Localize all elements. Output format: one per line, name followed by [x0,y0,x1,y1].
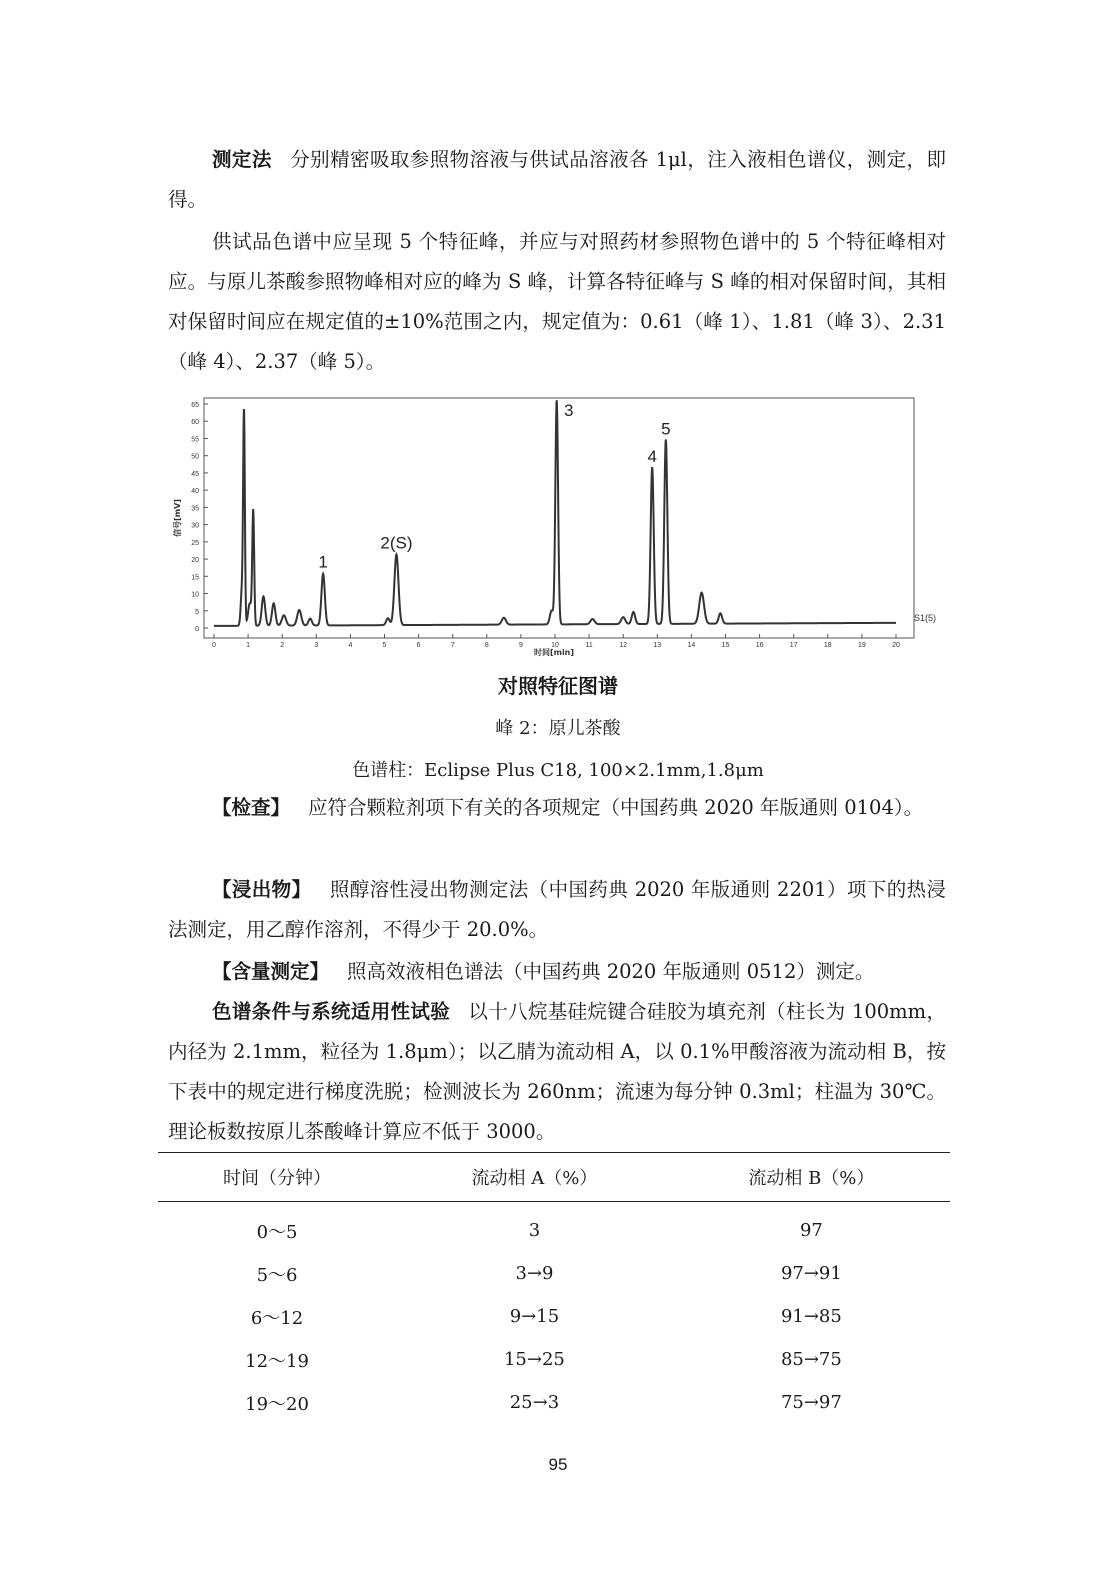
table-row [158,1202,950,1253]
y-tick-label: 0 [195,626,199,633]
cell-time: 0～5 [256,1221,298,1243]
cell-phase-a: 3→9 [515,1263,554,1284]
x-tick-label: 17 [789,642,798,649]
header-phase-b: 流动相 B（%） [673,1153,950,1202]
y-tick-label: 55 [191,436,199,444]
x-tick-label: 15 [721,642,730,649]
cell-phase-b: 85→75 [780,1349,842,1370]
x-tick-label: 11 [585,642,593,649]
table-row [158,1381,950,1424]
y-tick-label: 10 [191,591,199,599]
peak-label: 1 [318,552,328,572]
y-tick-label: 65 [191,402,199,409]
y-tick-label: 45 [191,470,199,478]
cell-phase-b: 91→85 [780,1306,842,1327]
figure-title: 对照特征图谱 [498,674,618,698]
method-paragraph [168,140,946,220]
x-tick-label: 14 [687,642,696,649]
extract-text: 照醇溶性浸出物测定法（中国药典 2020 年版通则 2201）项下的热浸法测定，用乙醇作溶剂，不得少于 20.0%。 [168,878,946,941]
x-tick-label: 7 [450,642,455,649]
x-tick-label: 13 [653,642,662,649]
cell-phase-a: 3 [528,1220,541,1241]
method-text: 分别精密吸取参照物溶液与供试品溶液各 1μl，注入液相色谱仪，测定，即得。 [168,148,946,211]
assay-heading: 【含量测定】 [212,960,330,983]
x-tick-label: 19 [858,642,866,649]
y-tick-label: 30 [191,522,199,530]
y-tick-label: 50 [191,453,199,461]
x-tick-label: 20 [892,642,900,649]
cell-phase-b: 97 [799,1220,823,1241]
x-tick-label: 4 [348,642,353,649]
y-tick-label: 35 [191,505,199,513]
peak-label: 3 [563,401,574,420]
chromatogram-trace [214,400,896,626]
table-row [158,1252,950,1295]
cell-phase-b: 75→97 [780,1392,842,1413]
x-tick-label: 2 [280,642,285,649]
chromatogram-figure [174,392,950,660]
y-tick-label: 15 [191,574,199,582]
extract-heading: 【浸出物】 [212,878,312,901]
cell-phase-b: 97→91 [780,1263,842,1284]
cell-time: 12～19 [245,1350,309,1372]
x-tick-label: 16 [755,642,764,649]
chromatogram-chart [174,392,950,660]
x-tick-label: 8 [484,642,489,649]
method-heading: 测定法 [212,148,272,171]
cell-time: 6～12 [250,1307,304,1329]
assay-text: 照高效液相色谱法（中国药典 2020 年版通则 0512）测定。 [347,960,875,983]
conditions-text: 以十八烷基硅烷键合硅胶为填充剂（柱长为 100mm，内径为 2.1mm，粒径为 1.8μm）；以乙腈为流动相 A，以 0.1%甲酸溶液为流动相 B，按下表中的规定进行梯度洗脱；检测波长为 260nm；流速为每分钟 0.3ml；柱温为 30℃。理论板数按原儿茶酸峰计算应不低于 3000。 [168,1000,946,1143]
x-tick-label: 6 [416,642,421,649]
x-tick-label: 5 [382,642,387,649]
conditions-paragraph [168,992,946,1152]
x-tick-label: 10 [551,642,559,649]
x-tick-label: 9 [518,642,523,649]
y-tick-label: 20 [191,557,199,565]
header-time: 时间（分钟） [158,1153,396,1202]
y-axis-label: 信号[mV] [173,499,182,537]
figure-note: 峰 2：原儿茶酸 [495,718,621,739]
x-axis-label: 时间[min] [533,648,575,657]
inspection-text: 应符合颗粒剂项下有关的各项规定（中国药典 2020 年版通则 0104）。 [308,796,924,819]
table-row [158,1295,950,1338]
x-tick-label: 1 [246,642,251,649]
x-tick-label: 12 [619,642,628,649]
column-note: 色谱柱：Eclipse Plus C18, 100×2.1mm,1.8μm [352,760,764,781]
table-row [158,1338,950,1381]
inspection-heading: 【检查】 [212,796,291,819]
cell-time: 5～6 [256,1264,298,1286]
x-tick-label: 0 [212,642,216,649]
peak-label: 2(S) [380,533,413,553]
y-tick-label: 40 [191,488,199,496]
cell-time: 19～20 [245,1393,309,1415]
gradient-table [158,1152,950,1424]
header-phase-a: 流动相 A（%） [396,1153,673,1202]
page-number: 95 [548,1455,568,1474]
cell-phase-a: 15→25 [503,1349,565,1370]
y-tick-label: 60 [191,419,199,427]
y-tick-label: 25 [191,539,199,547]
y-tick-label: 5 [195,608,199,616]
trace-label: S1(5) [914,613,937,623]
peak-label: 4 [647,447,657,467]
conditions-heading: 色谱条件与系统适用性试验 [212,1000,451,1023]
assay-paragraph [168,952,946,992]
criteria-paragraph: 供试品色谱中应呈现 5 个特征峰，并应与对照药材参照物色谱中的 5 个特征峰相对应。与原儿茶酸参照物峰相对应的峰为 S 峰，计算各特征峰与 S 峰的相对保留时间，其相对保留时间应在规定值的±10%范围之内，规定值为：0.61（峰 1）、1.81（峰 3）、2.31（峰 4）、2.37（峰 5）。 [168,230,946,373]
x-tick-label: 3 [314,642,319,649]
inspection-paragraph [168,788,946,828]
gradient-table-header [158,1153,950,1202]
extract-paragraph [168,870,946,950]
cell-phase-a: 25→3 [509,1392,560,1413]
peak-label: 5 [661,419,671,439]
x-tick-label: 18 [823,642,832,649]
cell-phase-a: 9→15 [509,1306,560,1327]
